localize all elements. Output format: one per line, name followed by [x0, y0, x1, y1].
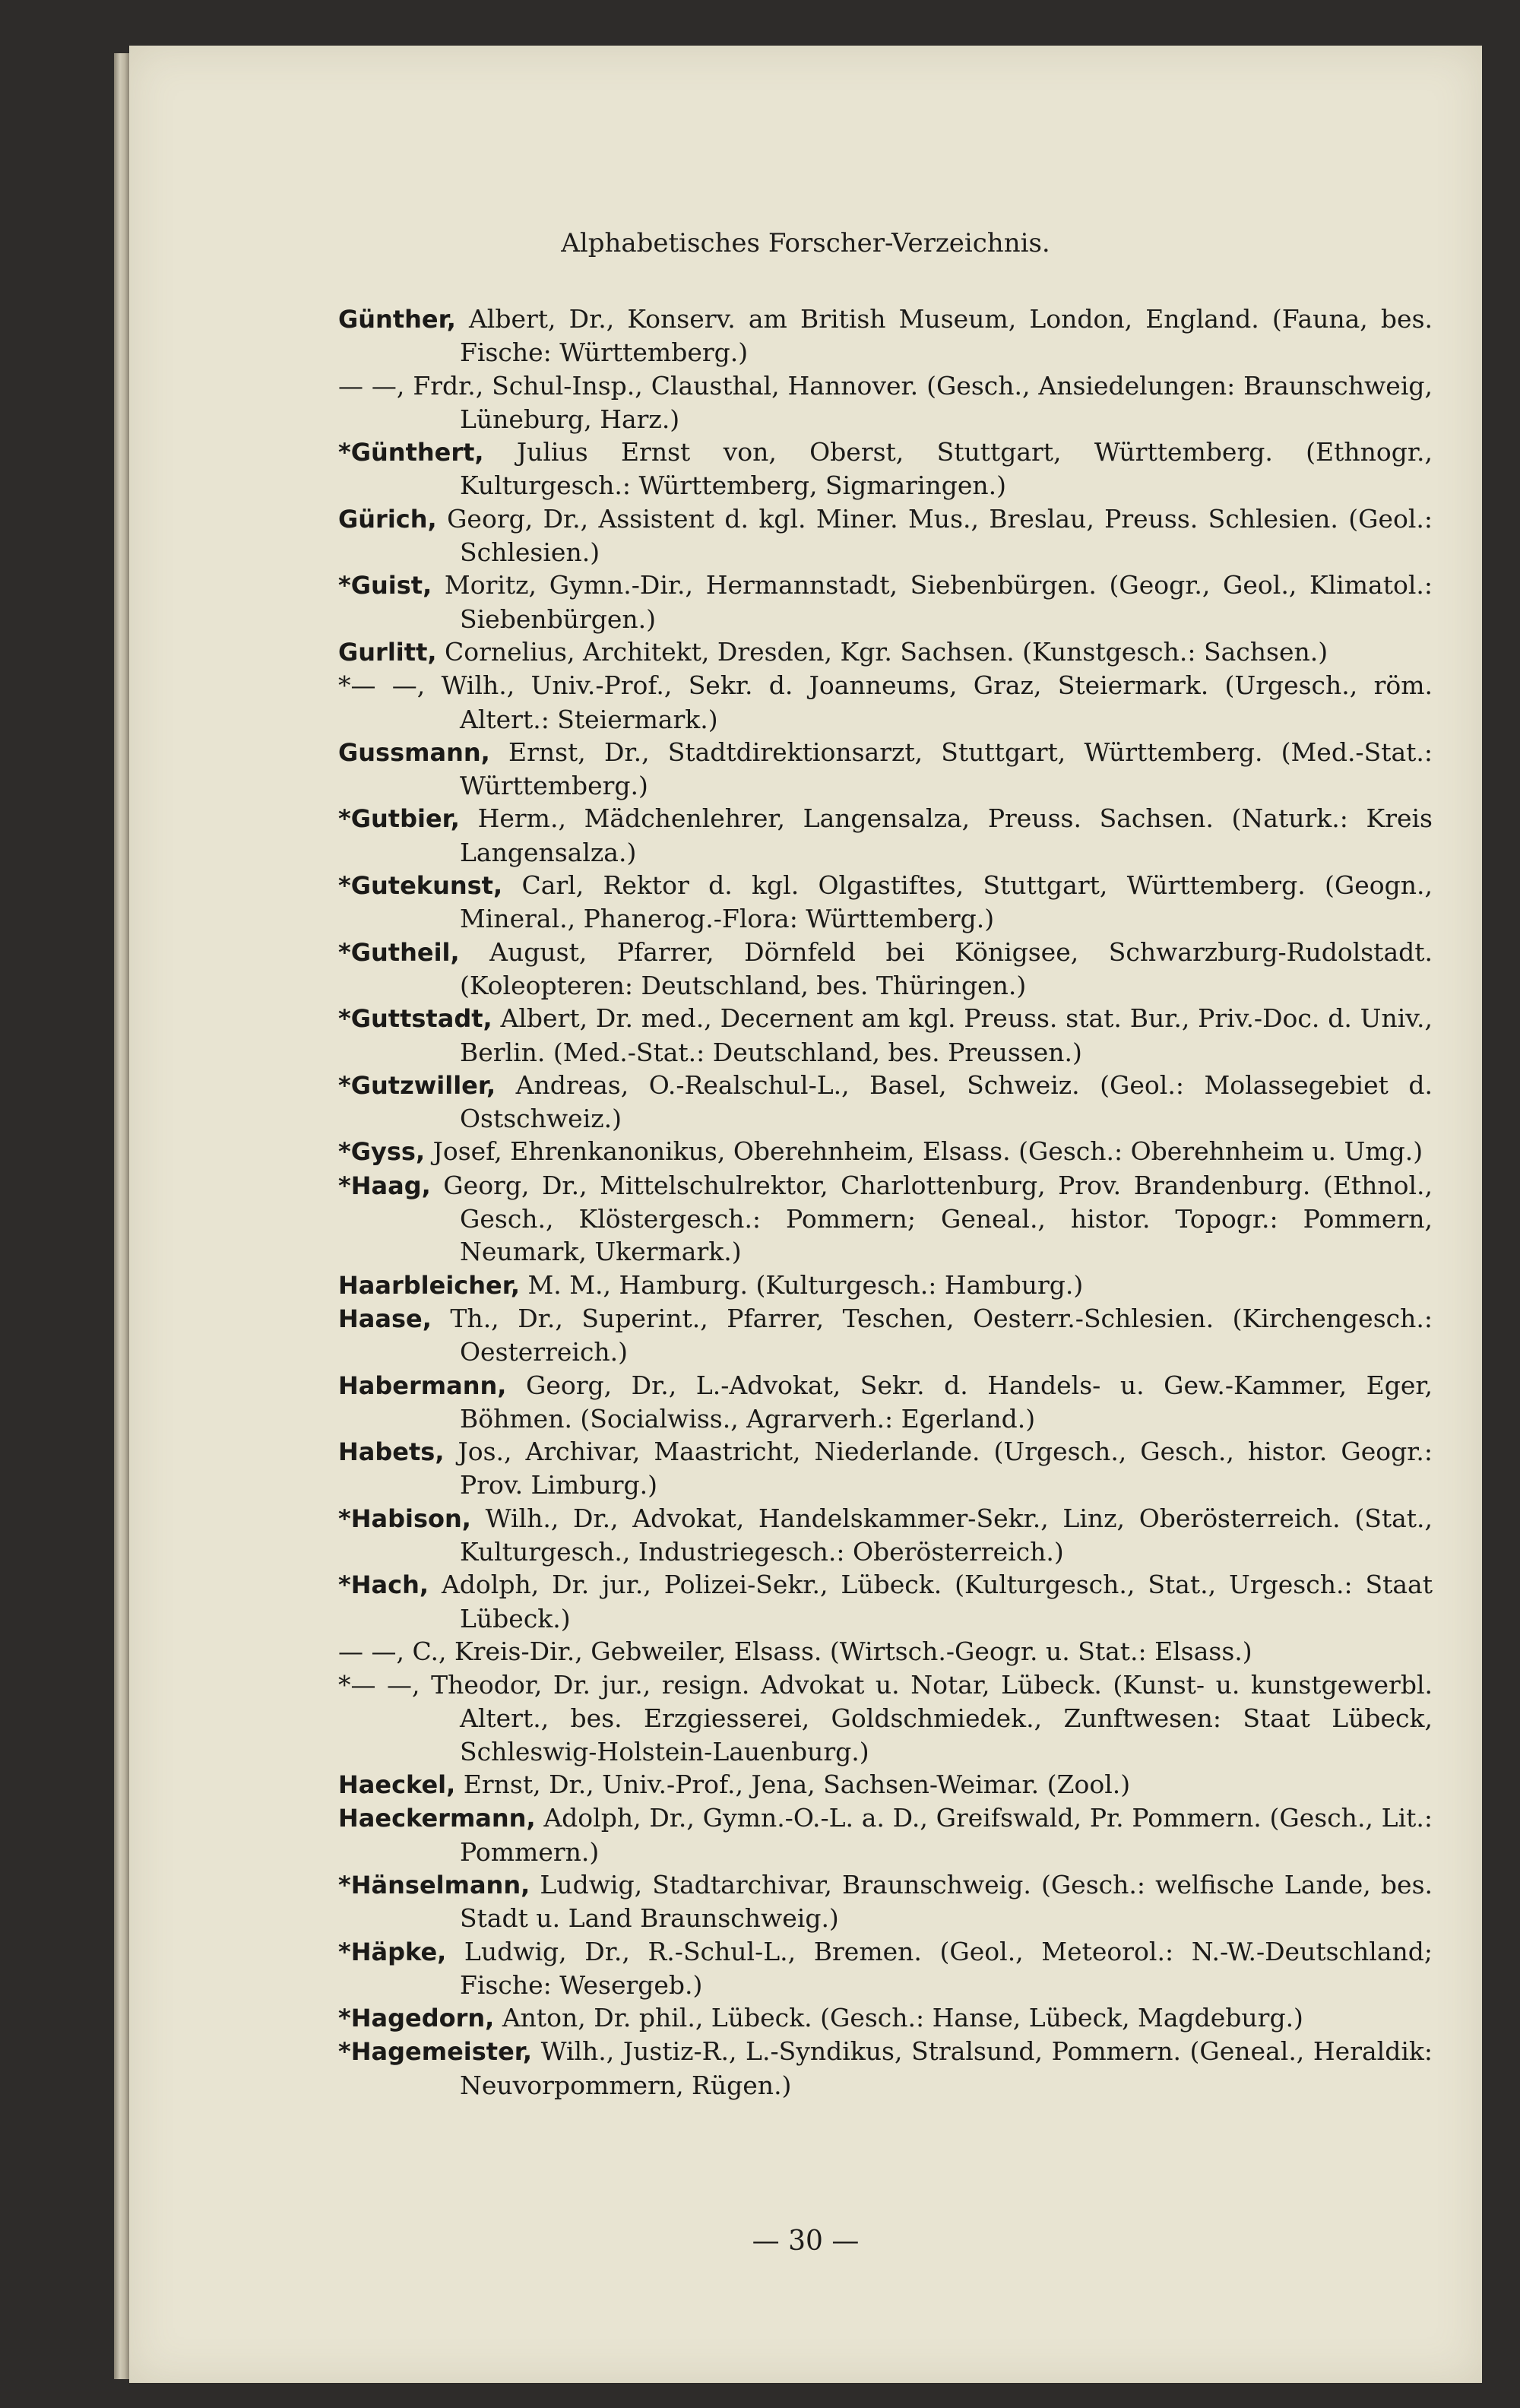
entry-name: *Hach,	[338, 1570, 429, 1600]
entry-text: Wilh., Dr., Advokat, Handelskammer-Sekr., Linz, Oberösterreich. (Stat., Kulturgesch., Industriegesch.: Oberösterreich.)	[460, 1503, 1433, 1567]
entry-name: Gürich,	[338, 504, 437, 534]
entry-name: *Guist,	[338, 571, 432, 600]
entry-name: *Haag,	[338, 1171, 431, 1200]
entry-text: Georg, Dr., Assistent d. kgl. Miner. Mus., Breslau, Preuss. Schlesien. (Geol.: Schlesien.)	[436, 503, 1433, 568]
entry-name: *Habison,	[338, 1503, 471, 1533]
directory-entry	[338, 1668, 1433, 1768]
directory-entry	[338, 1868, 1433, 1935]
directory-entry	[338, 1302, 1433, 1369]
directory-entry	[338, 1002, 1433, 1069]
entry-text: Albert, Dr. med., Decernent am kgl. Preuss. stat. Bur., Priv.-Doc. d. Univ., Berlin. (Med.-Stat.: Deutschland, bes. Preussen.)	[460, 1003, 1433, 1067]
directory-entry	[338, 569, 1433, 635]
directory-entry	[338, 1269, 1433, 1302]
entry-name: *Hänselmann,	[338, 1870, 530, 1899]
entry-text: Carl, Rektor d. kgl. Olgastiftes, Stuttgart, Württemberg. (Geogn., Mineral., Phanerog.-Flora: Württemberg.)	[460, 870, 1433, 934]
entry-text: Anton, Dr. phil., Lübeck. (Gesch.: Hanse, Lübeck, Magdeburg.)	[494, 2003, 1303, 2033]
directory-entry	[338, 1801, 1433, 1868]
entry-text: Adolph, Dr. jur., Polizei-Sekr., Lübeck. (Kulturgesch., Stat., Urgesch.: Staat Lübeck.)	[429, 1570, 1433, 1633]
entry-name: *Gyss,	[338, 1137, 426, 1167]
entry-text: Georg, Dr., Mittelschulrektor, Charlottenburg, Prov. Brandenburg. (Ethnol., Gesch., Klöstergesch.: Pommern; Geneal., histor. Topogr.: Pommern, Neumark, Ukermark.)	[430, 1170, 1433, 1267]
directory-entry	[338, 1568, 1433, 1635]
entry-text: August, Pfarrer, Dörnfeld bei Königsee, Schwarzburg-Rudolstadt. (Koleopteren: Deutschland, bes. Thüringen.)	[459, 936, 1433, 1000]
entry-text: *— —, Theodor, Dr. jur., resign. Advokat u. Notar, Lübeck. (Kunst- u. kunstgewerbl. Altert., bes. Erzgiesserei, Goldschmiedek., Zunftwesen: Staat Lübeck, Schleswig-Holstein-Lauenburg.)	[338, 1670, 1433, 1766]
directory-entry	[338, 802, 1433, 869]
entry-text: Moritz, Gymn.-Dir., Hermannstadt, Siebenbürgen. (Geogr., Geol., Klimatol.: Siebenbürgen.)	[432, 570, 1433, 634]
page-edge-binding	[114, 53, 129, 2379]
entry-text: Ernst, Dr., Stadtdirektionsarzt, Stuttgart, Württemberg. (Med.-Stat.: Württemberg.)	[460, 737, 1433, 801]
entry-list	[338, 303, 1433, 2102]
page-header: Alphabetisches Forscher-Verzeichnis.	[561, 228, 1050, 258]
directory-entry	[338, 1369, 1433, 1436]
entry-text: Ernst, Dr., Univ.-Prof., Jena, Sachsen-Weimar. (Zool.)	[455, 1770, 1131, 1800]
entry-name: Habets,	[338, 1437, 445, 1467]
entry-name: Habermann,	[338, 1370, 507, 1400]
directory-entry	[338, 669, 1433, 736]
directory-entry	[338, 1768, 1433, 1801]
entry-name: *Gutheil,	[338, 937, 460, 967]
entry-name: *Günthert,	[338, 438, 484, 467]
directory-entry	[338, 2001, 1433, 2035]
directory-entry	[338, 1502, 1433, 1569]
directory-entry	[338, 1435, 1433, 1502]
entry-name: Gurlitt,	[338, 637, 437, 667]
entry-text: Cornelius, Architekt, Dresden, Kgr. Sachsen. (Kunstgesch.: Sachsen.)	[436, 636, 1328, 667]
entry-text: Albert, Dr., Konserv. am British Museum, London, England. (Fauna, bes. Fische: Württemberg.)	[455, 304, 1433, 368]
entry-name: *Gutzwiller,	[338, 1070, 496, 1100]
directory-entry	[338, 635, 1433, 669]
entry-name: Haeckermann,	[338, 1804, 536, 1833]
directory-entry	[338, 869, 1433, 936]
entry-name: *Gutekunst,	[338, 871, 503, 901]
entry-text: Ludwig, Stadtarchivar, Braunschweig. (Gesch.: welfische Lande, bes. Stadt u. Land Braunschweig.)	[460, 1869, 1433, 1934]
directory-entry	[338, 1069, 1433, 1136]
entry-name: *Hagedorn,	[338, 2004, 495, 2033]
entry-text: Ludwig, Dr., R.-Schul-L., Bremen. (Geol., Meteorol.: N.-W.-Deutschland; Fische: Wesergeb.)	[446, 1936, 1433, 2000]
entry-text: Adolph, Dr., Gymn.-O.-L. a. D., Greifswald, Pr. Pommern. (Gesch., Lit.: Pommern.)	[460, 1803, 1433, 1867]
entry-name: Günther,	[338, 305, 456, 334]
document-page	[129, 46, 1482, 2383]
entry-text: — —, Frdr., Schul-Insp., Clausthal, Hannover. (Gesch., Ansiedelungen: Braunschweig, Lüneburg, Harz.)	[338, 370, 1433, 434]
entry-text: *— —, Wilh., Univ.-Prof., Sekr. d. Joanneums, Graz, Steiermark. (Urgesch., röm. Altert.: Steiermark.)	[338, 670, 1433, 734]
entry-text: Julius Ernst von, Oberst, Stuttgart, Württemberg. (Ethnogr., Kulturgesch.: Württemberg, Sigmaringen.)	[460, 437, 1433, 501]
entry-name: Gussmann,	[338, 737, 490, 767]
entry-name: *Häpke,	[338, 1937, 447, 1966]
entry-text: Jos., Archivar, Maastricht, Niederlande. (Urgesch., Gesch., histor. Geogr.: Prov. Limburg.)	[444, 1437, 1433, 1500]
directory-entry	[338, 369, 1433, 436]
entry-text: Th., Dr., Superint., Pfarrer, Teschen, Oesterr.-Schlesien. (Kirchengesch.: Oesterreich.)	[431, 1303, 1433, 1367]
entry-name: Haeckel,	[338, 1770, 456, 1800]
entry-text: Georg, Dr., L.-Advokat, Sekr. d. Handels- u. Gew.-Kammer, Eger, Böhmen. (Socialwiss., Agrarverh.: Egerland.)	[460, 1370, 1433, 1434]
entry-name: *Hagemeister,	[338, 2037, 533, 2067]
directory-entry	[338, 936, 1433, 1003]
entry-text: Herm., Mädchenlehrer, Langensalza, Preuss. Sachsen. (Naturk.: Kreis Langensalza.)	[459, 803, 1433, 867]
directory-entry	[338, 2035, 1433, 2102]
directory-entry	[338, 502, 1433, 569]
directory-entry	[338, 1635, 1433, 1668]
entry-text: — —, C., Kreis-Dir., Gebweiler, Elsass. (Wirtsch.-Geogr. u. Stat.: Elsass.)	[338, 1636, 1252, 1666]
entry-name: *Gutbier,	[338, 804, 460, 834]
directory-entry	[338, 436, 1433, 502]
directory-entry	[338, 1935, 1433, 2002]
entry-text: Andreas, O.-Realschul-L., Basel, Schweiz. (Geol.: Molassegebiet d. Ostschweiz.)	[460, 1069, 1433, 1134]
entry-text: Josef, Ehrenkanonikus, Oberehnheim, Elsass. (Gesch.: Oberehnheim u. Umg.)	[425, 1136, 1423, 1167]
entry-name: Haase,	[338, 1304, 432, 1333]
directory-entry	[338, 736, 1433, 803]
directory-entry	[338, 303, 1433, 369]
entry-text: Wilh., Justiz-R., L.-Syndikus, Stralsund, Pommern. (Geneal., Heraldik: Neuvorpommern, Rügen.)	[460, 2036, 1433, 2100]
page-number: — 30 —	[752, 2226, 860, 2257]
entry-name: Haarbleicher,	[338, 1270, 520, 1300]
entry-text: M. M., Hamburg. (Kulturgesch.: Hamburg.)	[519, 1269, 1084, 1300]
directory-entry	[338, 1135, 1433, 1168]
entry-name: *Guttstadt,	[338, 1004, 492, 1034]
directory-entry	[338, 1169, 1433, 1269]
